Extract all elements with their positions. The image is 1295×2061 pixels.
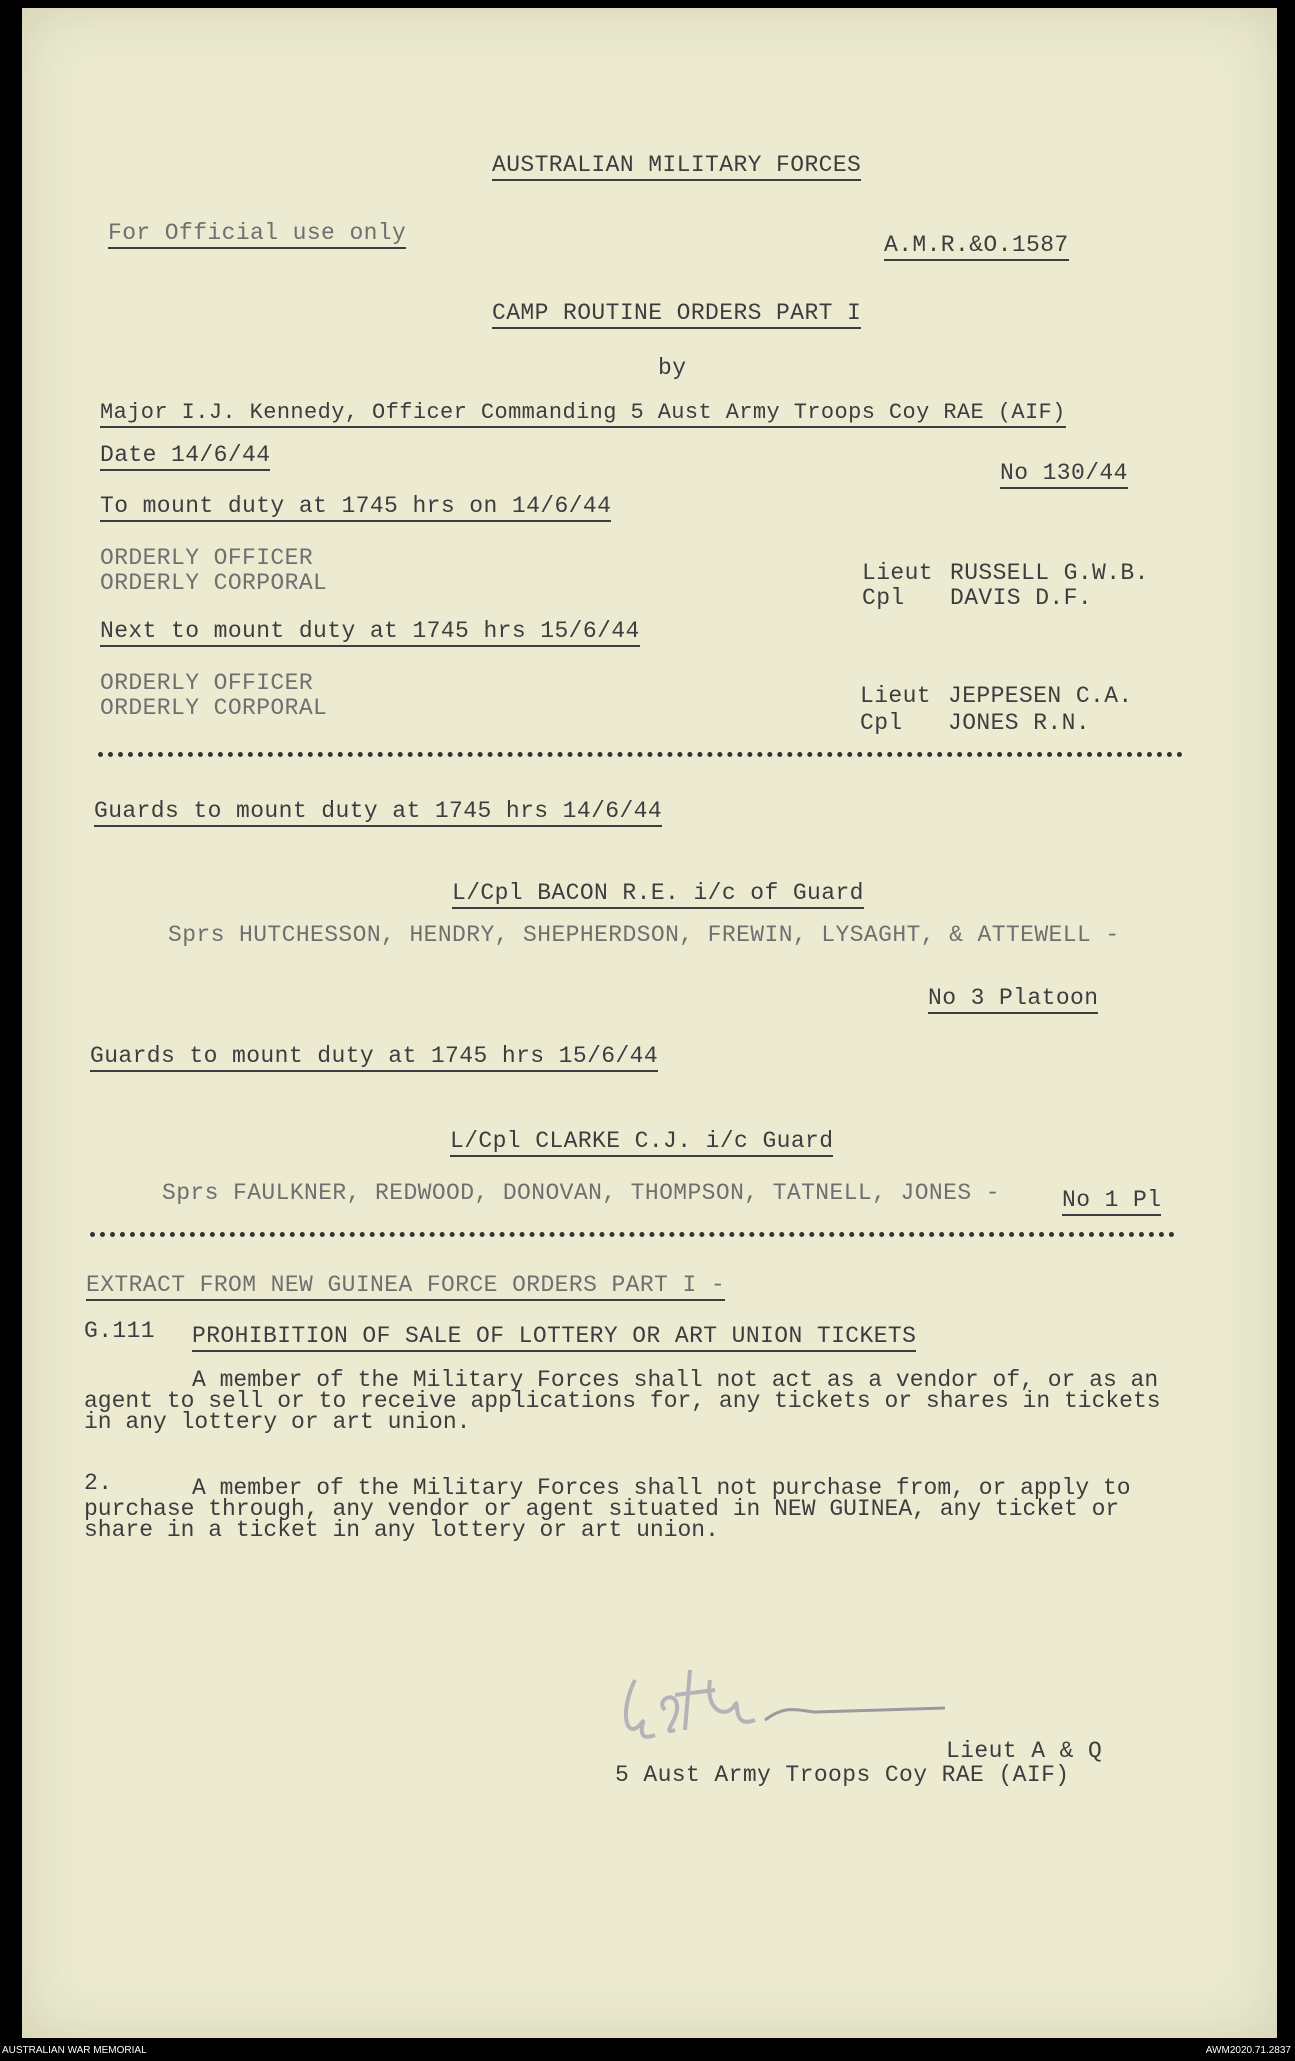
- guard-commander: L/Cpl BACON R.E. i/c of Guard: [452, 880, 864, 909]
- duty-role: ORDERLY CORPORAL: [100, 695, 328, 721]
- duty-role: ORDERLY OFFICER: [100, 670, 314, 696]
- order-date: Date 14/6/44: [100, 442, 270, 471]
- guard-sappers: Sprs FAULKNER, REDWOOD, DONOVAN, THOMPSON, TATNELL, JONES -: [162, 1180, 1000, 1206]
- duty-role: ORDERLY CORPORAL: [100, 570, 328, 596]
- duty-rank: Cpl: [862, 585, 905, 611]
- duty-rank: Lieut: [860, 683, 932, 709]
- extract-heading: EXTRACT FROM NEW GUINEA FORCE ORDERS PART I -: [86, 1272, 725, 1301]
- by-line: by: [658, 355, 687, 381]
- guard-commander: L/Cpl CLARKE C.J. i/c Guard: [450, 1128, 833, 1157]
- issuer: Major I.J. Kennedy, Officer Commanding 5 Aust Army Troops Coy RAE (AIF): [100, 400, 1066, 428]
- duty-next-heading: Next to mount duty at 1745 hrs 15/6/44: [100, 618, 640, 647]
- guard-next-heading: Guards to mount duty at 1745 hrs 15/6/44: [90, 1043, 658, 1072]
- document-heading: AUSTRALIAN MILITARY FORCES: [492, 152, 861, 181]
- classification: For Official use only: [108, 220, 406, 249]
- duty-name: JONES R.N.: [948, 710, 1091, 736]
- dotted-separator: [98, 752, 1183, 757]
- archive-id: AWM2020.71.2837: [1205, 2045, 1291, 2056]
- guard-sappers: Sprs HUTCHESSON, HENDRY, SHEPHERDSON, FREWIN, LYSAGHT, & ATTEWELL -: [168, 922, 1120, 948]
- order-title: PROHIBITION OF SALE OF LOTTERY OR ART UNION TICKETS: [192, 1323, 916, 1352]
- order-paragraph: A member of the Military Forces shall not act as a vendor of, or as an agent to sell or to receive applications for, any tickets or shares in tickets in any lottery or art union.: [84, 1367, 1161, 1435]
- duty-rank: Cpl: [860, 710, 903, 736]
- duty-name: DAVIS D.F.: [950, 585, 1093, 611]
- order-number: No 130/44: [1000, 460, 1128, 489]
- dotted-separator: [90, 1232, 1175, 1237]
- guard-platoon: No 3 Platoon: [928, 985, 1098, 1014]
- signatory-unit: 5 Aust Army Troops Coy RAE (AIF): [615, 1762, 1070, 1788]
- duty-role: ORDERLY OFFICER: [100, 545, 314, 571]
- signatory-rank: Lieut A & Q: [946, 1738, 1103, 1764]
- document-title: CAMP ROUTINE ORDERS PART I: [492, 300, 861, 329]
- duty-name: JEPPESEN C.A.: [948, 683, 1133, 709]
- duty-name: RUSSELL G.W.B.: [950, 560, 1149, 586]
- guard-platoon: No 1 Pl: [1062, 1187, 1161, 1216]
- order-reference: G.111: [84, 1318, 156, 1344]
- paragraph-number: 2.: [84, 1470, 113, 1496]
- duty-rank: Lieut: [862, 560, 934, 586]
- archive-label: AUSTRALIAN WAR MEMORIAL: [2, 2045, 147, 2056]
- order-paragraph: A member of the Military Forces shall not purchase from, or apply to purchase through, any vendor or agent situated in NEW GUINEA, any ticket or share in a ticket in any lottery or art union.: [84, 1475, 1131, 1543]
- guard-today-heading: Guards to mount duty at 1745 hrs 14/6/44: [94, 798, 662, 827]
- reference-number: A.M.R.&O.1587: [884, 232, 1069, 261]
- duty-today-heading: To mount duty at 1745 hrs on 14/6/44: [100, 493, 611, 522]
